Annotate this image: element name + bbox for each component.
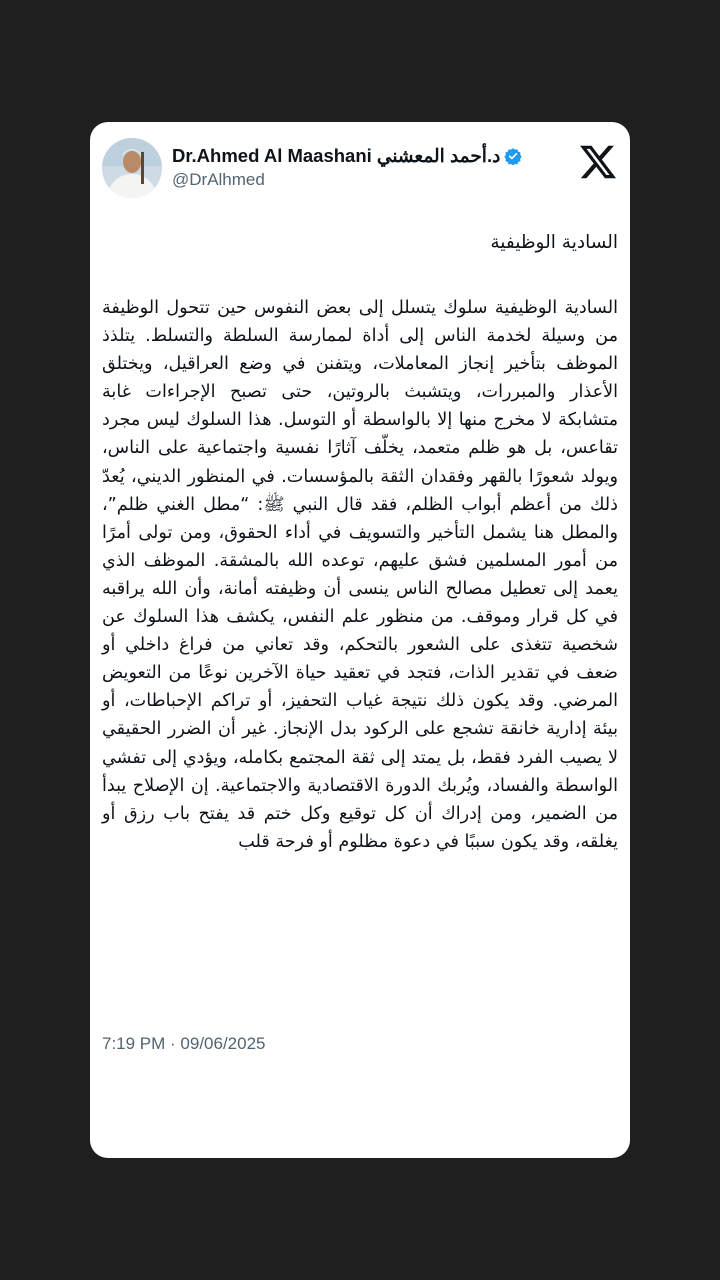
post-body: السادية الوظيفية سلوك يتسلل إلى بعض النفوس حين تتحول الوظيفة من وسيلة لخدمة الناس إلى أداة لممارسة السلطة والتسلط. يتلذذ الموظف بتأخير إنجاز المعاملات، ويتفنن في وضع العراقيل، ويختلق الأعذار والمبررات، ويتشبث بالروتين، حتى تصبح الإجراءات غابة متشابكة لا مخرج منها إلا بالواسطة أو التوسل. هذا السلوك ليس مجرد تقاعس، بل هو ظلم متعمد، يخلّف آثارًا نفسية واجتماعية على الناس، ويولد شعورًا بالقهر وفقدان الثقة بالمؤسسات. في المنظور الديني، يُعدّ ذلك من أعظم أبواب الظلم، فقد قال النبي ﷺ: “مطل الغني ظلم”، والمطل هنا يشمل التأخير والتسويف في أداء الحقوق، ومن تولى أمرًا من أمور المسلمين فشق عليهم، توعده الله بالمشقة. الموظف الذي يعمد إلى تعطيل مصالح الناس ينسى أن وظيفته أمانة، وأن الله يراقبه في كل قرار وموقف. من منظور علم النفس، يكشف هذا السلوك عن شخصية تتغذى على الشعور بالتحكم، وقد تعاني من فراغ داخلي أو ضعف في تقدير الذات، فتجد في تعقيد حياة الآخرين نوعًا من التعويض المرضي. وقد يكون ذلك نتيجة غياب التحفيز، أو تراكم الإحباطات، أو بيئة إدارية خانقة تشجع على الركود بدل الإنجاز. غير أن الضرر الحقيقي لا يصيب الفرد فقط، بل يمتد إلى ثقة المجتمع بكامله، ويؤدي إلى تفشي الواسطة والفساد، ويُربك الدورة الاقتصادية والاجتماعية. إن الإصلاح يبدأ من الضمير، ومن إدراك أن كل توقيع وكل ختم قد يفتح باب رزق أو يغلقه، وقد يكون سببًا في دعوة مظلوم أو فرحة قلب [102, 298, 618, 852]
avatar[interactable] [102, 138, 162, 198]
author-name-row [172, 144, 522, 168]
author-name[interactable]: Dr.Ahmed Al Maashani د.أحمد المعشني [172, 145, 501, 166]
post-header [102, 138, 618, 202]
verified-badge-icon [504, 147, 522, 165]
avatar-image [102, 138, 162, 198]
author-handle[interactable]: @DrAlhmed [172, 170, 265, 189]
post-card [90, 122, 630, 1158]
post-title: السادية الوظيفية [490, 232, 618, 253]
post-timestamp[interactable]: 7:19 PM · 09/06/2025 [102, 1034, 266, 1053]
x-logo-icon [578, 142, 618, 182]
